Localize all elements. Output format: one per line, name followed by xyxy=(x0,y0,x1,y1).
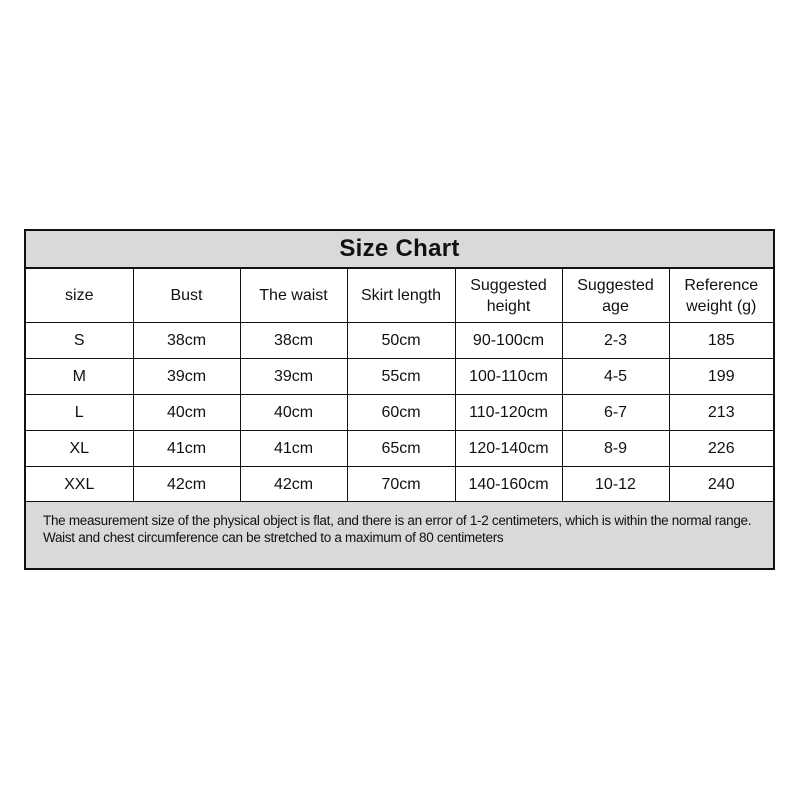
table-cell: 41cm xyxy=(240,431,347,467)
table-header-row xyxy=(26,269,773,323)
table-cell: 120-140cm xyxy=(455,431,562,467)
table-cell: 40cm xyxy=(133,395,240,431)
measurement-note xyxy=(26,501,773,568)
table-cell: S xyxy=(26,323,133,359)
table-cell: 38cm xyxy=(133,323,240,359)
size-chart xyxy=(24,229,775,570)
table-cell: L xyxy=(26,395,133,431)
chart-title: Size Chart xyxy=(26,231,773,269)
table-cell: XL xyxy=(26,431,133,467)
table-cell: 8-9 xyxy=(562,431,669,467)
table-cell: M xyxy=(26,359,133,395)
table-cell: 199 xyxy=(669,359,773,395)
table-cell: 50cm xyxy=(347,323,455,359)
table-cell: 240 xyxy=(669,467,773,503)
table-cell: 42cm xyxy=(240,467,347,503)
table-cell: 55cm xyxy=(347,359,455,395)
note-line: The measurement size of the physical object is flat, and there is an error of 1-2 centimeters, which is within the normal range. xyxy=(43,513,752,528)
table-cell: 42cm xyxy=(133,467,240,503)
table-cell: 41cm xyxy=(133,431,240,467)
table-row xyxy=(26,431,773,467)
table-row xyxy=(26,323,773,359)
table-cell: 60cm xyxy=(347,395,455,431)
table-cell: 38cm xyxy=(240,323,347,359)
table-cell: XXL xyxy=(26,467,133,503)
note-line: Waist and chest circumference can be stretched to a maximum of 80 centimeters xyxy=(43,530,504,545)
column-header-skirt-length: Skirt length xyxy=(347,269,455,323)
table-cell: 100-110cm xyxy=(455,359,562,395)
table-row xyxy=(26,359,773,395)
table-cell: 39cm xyxy=(240,359,347,395)
column-header-bust: Bust xyxy=(133,269,240,323)
table-cell: 65cm xyxy=(347,431,455,467)
table-cell: 213 xyxy=(669,395,773,431)
table-cell: 226 xyxy=(669,431,773,467)
table-cell: 40cm xyxy=(240,395,347,431)
table-cell: 39cm xyxy=(133,359,240,395)
column-header-waist: The waist xyxy=(240,269,347,323)
table-cell: 110-120cm xyxy=(455,395,562,431)
table-cell: 90-100cm xyxy=(455,323,562,359)
column-header-suggested-age: Suggested age xyxy=(562,269,669,323)
table-cell: 2-3 xyxy=(562,323,669,359)
size-table xyxy=(26,269,773,503)
column-header-size: size xyxy=(26,269,133,323)
table-cell: 4-5 xyxy=(562,359,669,395)
column-header-suggested-height: Suggested height xyxy=(455,269,562,323)
table-cell: 140-160cm xyxy=(455,467,562,503)
table-cell: 10-12 xyxy=(562,467,669,503)
table-row xyxy=(26,395,773,431)
column-header-reference-weight: Reference weight (g) xyxy=(669,269,773,323)
table-row xyxy=(26,467,773,503)
table-cell: 6-7 xyxy=(562,395,669,431)
table-cell: 185 xyxy=(669,323,773,359)
table-cell: 70cm xyxy=(347,467,455,503)
